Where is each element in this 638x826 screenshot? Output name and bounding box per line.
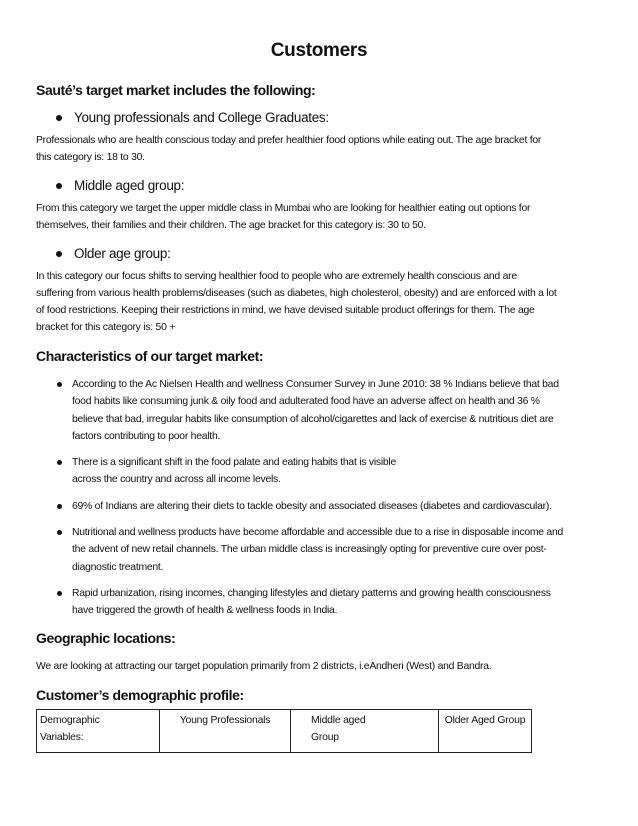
geographic-text: We are looking at attracting our target population primarily from 2 districts, i.eAndheri (West) and Bandra. [36, 660, 492, 672]
text-line: Group [311, 731, 339, 743]
segment-label: Young professionals and College Graduates: [74, 110, 329, 125]
text-line: bracket for this category is: 50 + [36, 322, 176, 333]
characteristics-list [36, 376, 602, 620]
text-line: Professionals who are health conscious today and prefer healthier food options while eating out. The age bracket for [36, 135, 542, 146]
bullet-icon [57, 460, 62, 465]
table-cell: Young Professionals [160, 709, 291, 752]
text-line: Middle aged [311, 714, 366, 726]
table-row [37, 709, 532, 752]
bullet-icon [56, 251, 62, 257]
segment-description [36, 268, 602, 336]
text-line: Variables: [40, 731, 84, 743]
segment-young-professionals [56, 110, 602, 125]
list-item-text [72, 454, 602, 489]
list-item [36, 454, 602, 489]
table-cell [37, 709, 160, 752]
text-line: 69% of Indians are altering their diets to tackle obesity and associated diseases (diabetes and cardiovascular). [72, 500, 552, 512]
segment-label: Middle aged group: [74, 178, 185, 193]
text-line: diagnostic treatment. [72, 561, 164, 573]
text-line: Rapid urbanization, rising incomes, changing lifestyles and dietary patterns and growing health consciousness [72, 587, 551, 599]
bullet-icon [56, 115, 62, 121]
text-line: across the country and across all income levels. [72, 474, 281, 486]
page-title: Customers [270, 40, 368, 61]
text-line: themselves, their families and their children. The age bracket for this category is: 30 to 50. [36, 220, 426, 231]
text-line: of food restrictions. Keeping their restrictions in mind, we have devised suitable product offerings for them. The age [36, 305, 535, 316]
text-line: suffering from various health problems/diseases (such as diabetes, high cholesterol, obesity) and are enforced with a lot [36, 288, 557, 299]
text-line: factors contributing to poor health. [72, 430, 221, 442]
bullet-icon [56, 183, 62, 189]
geographic-heading: Geographic locations: [36, 629, 176, 646]
demographic-heading: Customer’s demographic profile: [36, 686, 244, 703]
segment-description [36, 132, 602, 166]
list-item-text [72, 376, 602, 445]
text-line: have triggered the growth of health & wellness foods in India. [72, 605, 338, 617]
text-line: There is a significant shift in the food palate and eating habits that is visible [72, 457, 397, 469]
bullet-icon [57, 591, 62, 596]
segment-older-age [56, 246, 602, 261]
list-item [36, 376, 602, 445]
text-line: From this category we target the upper middle class in Mumbai who are looking for healthier eating out options for [36, 203, 531, 214]
text-line: believe that bad, irregular habits like consumption of alcohol/cigarettes and lack of exercise & nutritious diet are [72, 413, 554, 425]
bullet-icon [57, 382, 62, 387]
characteristics-heading: Characteristics of our target market: [36, 348, 264, 364]
list-item [36, 524, 602, 576]
text-line: In this category our focus shifts to serving healthier food to people who are extremely health conscious and are [36, 271, 517, 282]
list-item-text [72, 498, 602, 515]
list-item [36, 585, 602, 620]
document-page [36, 30, 602, 753]
text-line: Nutritional and wellness products have become affordable and accessible due to a rise in disposable income and [72, 527, 564, 539]
text-line: the advent of new retail channels. The urban middle class is increasingly opting for preventive cure over post- [72, 544, 547, 556]
list-item [36, 498, 602, 515]
demographic-table [36, 709, 532, 753]
segment-middle-aged [56, 178, 602, 193]
segment-description [36, 200, 602, 234]
text-line: food habits like consuming junk & oily food and adulterated food have an adverse affect on health and 36 % [72, 396, 540, 408]
list-item-text [72, 524, 602, 576]
segment-label: Older age group: [74, 246, 171, 261]
bullet-icon [57, 530, 62, 535]
bullet-icon [57, 504, 62, 509]
table-cell [291, 709, 439, 752]
text-line: this category is: 18 to 30. [36, 152, 145, 163]
target-market-heading: Sauté’s target market includes the following: [36, 82, 316, 98]
text-line: Demographic [40, 714, 100, 726]
list-item-text [72, 585, 602, 620]
text-line: According to the Ac Nielsen Health and wellness Consumer Survey in June 2010: 38 % Indians believe that bad [72, 379, 559, 390]
table-cell: Older Aged Group [439, 709, 532, 752]
